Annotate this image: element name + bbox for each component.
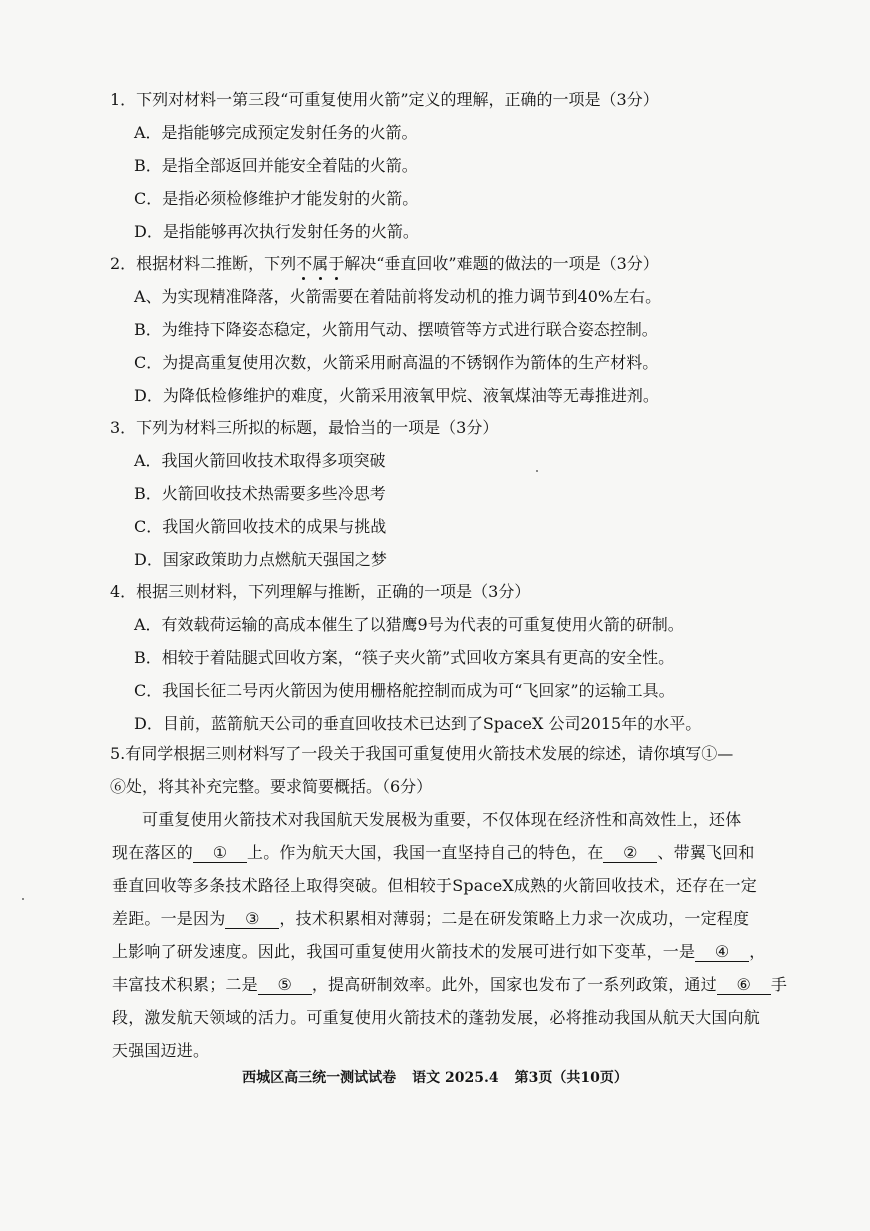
question-2-option-c: C．为提高重复使用次数，火箭采用耐高温的不锈钢作为箭体的生产材料。 [134, 353, 659, 372]
question-2-option-d: D．为降低检修维护的难度，火箭采用液氧甲烷、液氧煤油等无毒推进剂。 [134, 386, 659, 405]
summary-line-1: 可重复使用火箭技术对我国航天发展极为重要，不仅体现在经济性和高效性上，还体 [142, 810, 742, 829]
question-2-option-a: A、为实现精准降落，火箭需要在着陆前将发动机的推力调节到40%左右。 [134, 287, 662, 306]
blank-2: ② [603, 844, 657, 863]
question-3-stem: 3．下列为材料三所拟的标题，最恰当的一项是（3分） [110, 418, 499, 437]
question-1-option-c: C．是指必须检修维护才能发射的火箭。 [134, 189, 419, 208]
question-2-stem-after: 解决“垂直回收”难题的做法的一项是（3分） [344, 254, 659, 273]
question-1-option-b: B．是指全部返回并能安全着陆的火箭。 [134, 156, 418, 175]
summary-line-4 [112, 908, 749, 930]
question-5-stem-line-1: 5.有同学根据三则材料写了一段关于我国可重复使用火箭技术发展的综述，请你填写①— [110, 744, 734, 763]
question-3-option-a: A．我国火箭回收技术取得多项突破 [134, 451, 386, 470]
question-3-option-c: C．我国火箭回收技术的成果与挑战 [134, 517, 387, 536]
summary-text: 上影响了研发速度。因此，我国可重复使用火箭技术的发展可进行如下变革，一是 [112, 942, 696, 961]
question-1-option-d: D．是指能够再次执行发射任务的火箭。 [134, 222, 419, 241]
summary-line-2 [112, 842, 755, 864]
question-4-stem: 4．根据三则材料，下列理解与推断，正确的一项是（3分） [110, 582, 531, 601]
summary-text: 现在落区的 [112, 843, 194, 862]
summary-line-6 [112, 974, 787, 996]
summary-text: 、带翼飞回和 [657, 843, 755, 862]
question-2-emphasis-text: 不属于 [296, 254, 345, 273]
summary-line-7: 段，激发航天领域的活力。可重复使用火箭技术的蓬勃发展，必将推动我国从航天大国向航 [112, 1008, 761, 1027]
question-5-stem-line-2: ⑥处，将其补充完整。要求简要概括。（6分） [110, 777, 433, 796]
question-4-option-b: B．相较于着陆腿式回收方案，“筷子夹火箭”式回收方案具有更高的安全性。 [134, 648, 675, 667]
emphasis-dot [319, 277, 322, 280]
summary-text: ， [749, 942, 766, 961]
summary-text: 上。作为航天大国，我国一直坚持自己的特色，在 [247, 843, 604, 862]
question-2-stem [110, 253, 659, 275]
blank-4: ④ [695, 943, 749, 962]
blank-1: ① [193, 844, 247, 863]
summary-text: 差距。一是因为 [112, 909, 226, 928]
blank-3: ③ [225, 910, 279, 929]
question-2-option-b: B．为维持下降姿态稳定，火箭用气动、摆喷管等方式进行联合姿态控制。 [134, 320, 658, 339]
blank-6: ⑥ [717, 976, 771, 995]
question-2-emphasis [296, 254, 344, 273]
question-4-option-c: C．我国长征二号丙火箭因为使用栅格舵控制而成为可“飞回家”的运输工具。 [134, 681, 675, 700]
scan-speck [536, 470, 538, 472]
page-footer [0, 1068, 870, 1088]
question-3-option-d: D．国家政策助力点燃航天强国之梦 [134, 550, 387, 569]
summary-line-8: 天强国迈进。 [112, 1041, 210, 1060]
footer-page-number: 第3页（共10页） [514, 1070, 628, 1086]
question-1-stem: 1．下列对材料一第三段“可重复使用火箭”定义的理解，正确的一项是（3分） [110, 90, 659, 109]
question-3-option-b: B．火箭回收技术热需要多些冷思考 [134, 484, 386, 503]
scan-speck [22, 898, 24, 900]
question-1-option-a: A．是指能够完成预定发射任务的火箭。 [134, 123, 418, 142]
question-4-option-d: D．目前，蓝箭航天公司的垂直回收技术已达到了SpaceX 公司2015年的水平。 [134, 714, 702, 733]
question-2-stem-before: 2．根据材料二推断，下列 [110, 254, 297, 273]
summary-text: 丰富技术积累；二是 [112, 975, 258, 994]
summary-text: ，技术积累相对薄弱；二是在研发策略上力求一次成功，一定程度 [279, 909, 750, 928]
emphasis-dot [335, 277, 338, 280]
footer-exam-title: 西城区高三统一测试试卷 [242, 1070, 397, 1086]
footer-subject: 语文 2025.4 [412, 1070, 499, 1086]
emphasis-dot [302, 277, 305, 280]
summary-text: 手 [770, 975, 788, 994]
summary-line-5 [112, 941, 765, 963]
question-4-option-a: A．有效载荷运输的高成本催生了以猎鹰9号为代表的可重复使用火箭的研制。 [134, 615, 684, 634]
blank-5: ⑤ [258, 976, 312, 995]
summary-text: ，提高研制效率。此外，国家也发布了一系列政策，通过 [311, 975, 717, 994]
summary-line-3: 垂直回收等多条技术路径上取得突破。但相较于SpaceX成熟的火箭回收技术，还存在一定 [112, 876, 757, 895]
